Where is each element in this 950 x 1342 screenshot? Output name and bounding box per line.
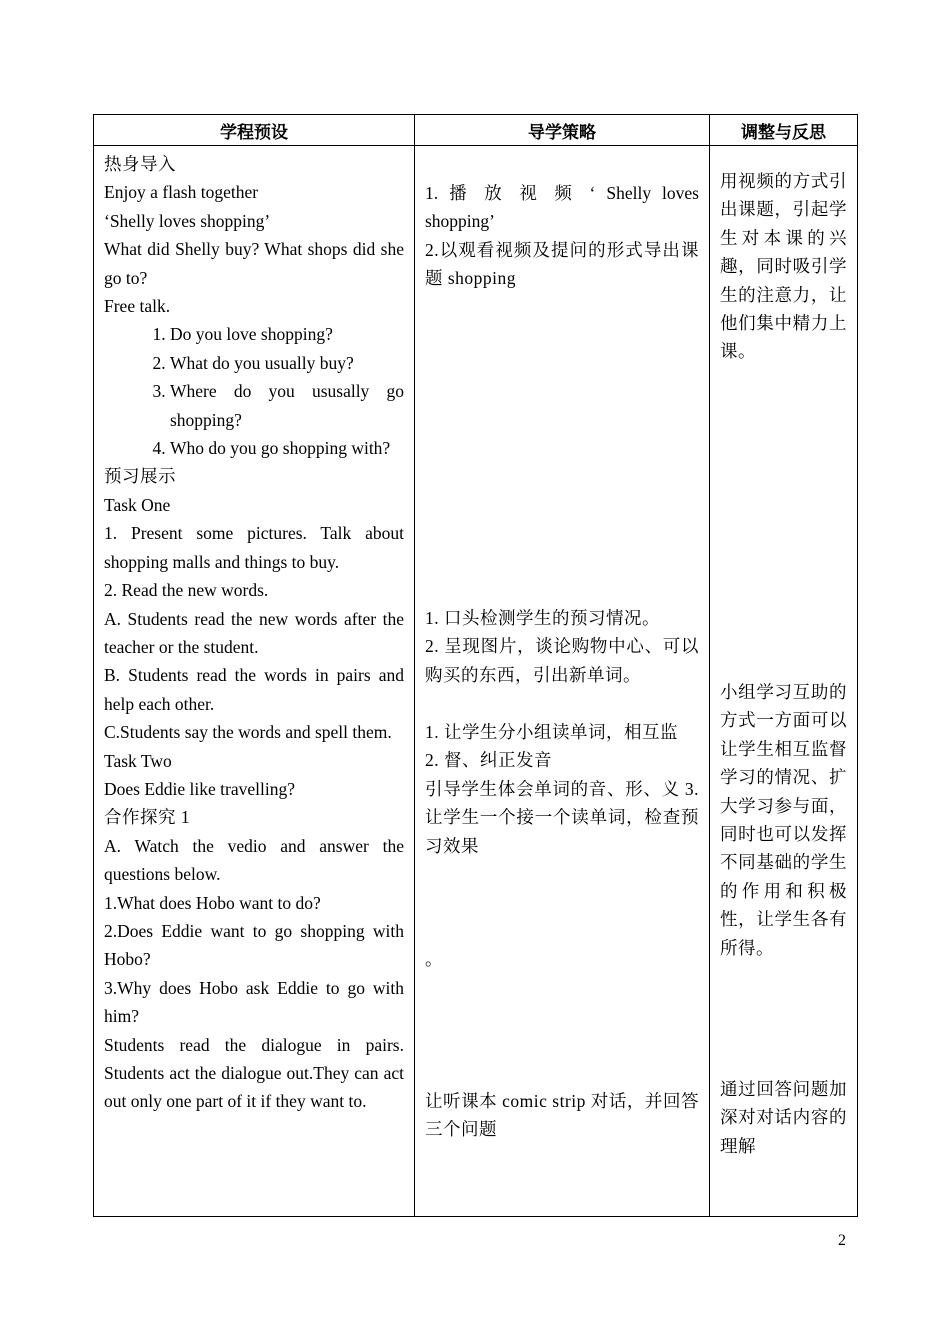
task-one-step-1: 1. Present some pictures. Talk about shopping malls and things to buy. — [104, 523, 404, 572]
closing-activity: Students read the dialogue in pairs. Students act the dialogue out.They can act out only one part of it if they want to. — [104, 1034, 404, 1112]
reflection-1 — [720, 167, 847, 366]
table-header-row — [94, 115, 858, 146]
cooperation-title: 合作探究 1 — [104, 807, 191, 828]
table-body-row — [94, 146, 858, 1217]
reflection-1-text: 用视频的方式引出课题，引起学生对本课的兴趣，同时吸引学生的注意力，让他们集中精力上课。 — [720, 171, 847, 362]
reflection-3-text: 通过回答问题加深对对话内容的理解 — [720, 1079, 847, 1156]
task-one-step-b: B. Students read the words in pairs and help each other. — [104, 665, 404, 714]
cooperation-question-1: 1.What does Hobo want to do? — [104, 892, 321, 913]
enjoy-flash-line: Enjoy a flash together — [104, 182, 259, 203]
learning-process-cell — [94, 146, 415, 1217]
cooperation-step-a: A. Watch the vedio and answer the questions below. — [104, 835, 404, 885]
header-guidance-strategy: 导学策略 — [415, 115, 710, 146]
lesson-plan-table — [93, 114, 858, 1217]
strategy-preview-line-1: 1. 口头检测学生的预习情况。 — [425, 608, 660, 628]
task-one-step-2: 2. Read the new words. — [104, 580, 269, 601]
strategy-words-line-2: 2. 督、纠正发音 — [425, 750, 552, 771]
header-adjustment-reflection: 调整与反思 — [710, 115, 858, 146]
list-item: 2. What do you usually buy? — [170, 349, 404, 377]
strategy-period — [425, 945, 699, 973]
strategy-preview-line-2: 2. 呈现图片，谈论购物中心、可以购买的东西，引出新单词。 — [425, 636, 699, 685]
list-item: 1. Do you love shopping? — [170, 320, 404, 348]
reflection-2 — [720, 678, 847, 962]
cooperation-question-3: 3.Why does Hobo ask Eddie to go with him? — [104, 977, 404, 1027]
task-two-title: Task Two — [104, 750, 172, 771]
warmup-question: What did Shelly buy? What shops did she go to? — [104, 239, 404, 288]
task-one-step-c: C.Students say the words and spell them. — [104, 722, 392, 743]
task-one-title: Task One — [104, 494, 171, 515]
flash-title: ‘Shelly loves shopping’ — [104, 210, 271, 231]
task-one-step-a: A. Students read the new words after the teacher or the student. — [104, 608, 404, 657]
strategy-words-line-3: 引导学生体会单词的音、形、义 3. 让学生一个接一个读单词，检查预习效果 — [425, 778, 699, 856]
cooperation-question-2: 2.Does Eddie want to go shopping with Hobo? — [104, 920, 404, 970]
strategy-comic-text: 让听课本 comic strip 对话，并回答三个问题 — [425, 1091, 699, 1140]
strategy-comic — [425, 1087, 699, 1144]
guidance-strategy-cell — [415, 146, 710, 1217]
free-talk-list — [104, 320, 404, 462]
reflection-2-text: 小组学习互助的方式一方面可以让学生相互监督学习的情况、扩大学习参与面，同时也可以发挥不同基础的学生的作用和积极性，让学生各有所得。 — [720, 682, 847, 958]
strategy-video-line-1: 1. 播 放 视 频 ‘ Shelly loves — [425, 183, 699, 203]
strategy-video — [425, 179, 699, 293]
strategy-words — [425, 718, 699, 860]
page-number: 2 — [838, 1232, 846, 1249]
free-talk-label: Free talk. — [104, 296, 171, 317]
reflection-3 — [720, 1075, 847, 1160]
strategy-preview — [425, 604, 699, 689]
preview-title: 预习展示 — [104, 466, 176, 487]
list-item: 4. Who do you go shopping with? — [170, 434, 404, 462]
strategy-period-mark: 。 — [425, 949, 443, 969]
strategy-video-line-3: 2.以观看视频及提问的形式导出课题 shopping — [425, 239, 699, 289]
header-learning-process: 学程预设 — [94, 115, 415, 146]
strategy-words-line-1: 1. 让学生分小组读单词，相互监 — [425, 722, 678, 742]
warmup-title: 热身导入 — [104, 154, 176, 174]
strategy-video-line-2: shopping’ — [425, 211, 495, 232]
task-two-question: Does Eddie like travelling? — [104, 778, 295, 799]
reflection-cell — [710, 146, 858, 1217]
list-item: 3. Where do you ususally go shopping? — [170, 377, 404, 434]
